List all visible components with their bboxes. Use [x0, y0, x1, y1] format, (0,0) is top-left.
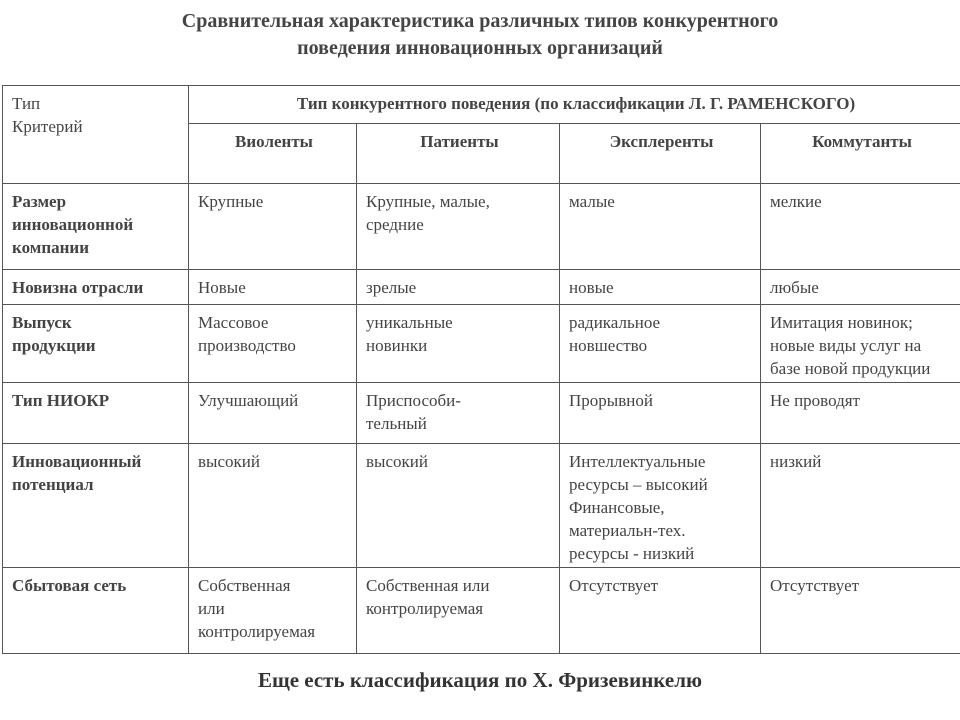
table-cell: Отсутствует — [560, 568, 761, 654]
table-cell: Приспособи- тельный — [357, 383, 560, 444]
table-row — [3, 383, 960, 444]
comparison-table — [2, 85, 960, 654]
row-header: Размер инновационной компании — [3, 184, 189, 270]
table-cell: зрелые — [357, 270, 560, 305]
corner-label-criterion: Критерий — [12, 117, 83, 136]
title-line-2: поведения инновационных организаций — [297, 37, 663, 59]
table-row — [3, 184, 960, 270]
table-cell: Прорывной — [560, 383, 761, 444]
group-header: Тип конкурентного поведения (по классификации Л. Г. РАМЕНСКОГО) — [189, 86, 960, 124]
table-cell: малые — [560, 184, 761, 270]
table-cell: Крупные, малые, средние — [357, 184, 560, 270]
row-header: Сбытовая сеть — [3, 568, 189, 654]
footer-note: Еще есть классификация по Х. Фризевинкелю — [257, 668, 703, 692]
table-cell: новые — [560, 270, 761, 305]
table-row — [3, 444, 960, 568]
table-cell: высокий — [189, 444, 357, 568]
table-cell: мелкие — [761, 184, 960, 270]
table-cell: Интеллектуальные ресурсы – высокий Финансовые, материальн-тех. ресурсы - низкий — [560, 444, 761, 568]
table-cell: Отсутствует — [761, 568, 960, 654]
table-cell: Имитация новинок; новые виды услуг на базе новой продукции — [761, 305, 960, 383]
row-header: Новизна отрасли — [3, 270, 189, 305]
table-cell: Новые — [189, 270, 357, 305]
corner-label-type: Тип — [12, 94, 41, 113]
table-cell: любые — [761, 270, 960, 305]
row-header: Тип НИОКР — [3, 383, 189, 444]
row-header: Инновационный потенциал — [3, 444, 189, 568]
column-header-commutants: Коммутанты — [761, 124, 960, 184]
table-cell: Не проводят — [761, 383, 960, 444]
column-header-explerents: Эксплеренты — [560, 124, 761, 184]
table-row — [3, 270, 960, 305]
page-title — [0, 8, 960, 62]
column-header-patients: Патиенты — [357, 124, 560, 184]
table-cell: высокий — [357, 444, 560, 568]
table-cell: Собственная или контролируемая — [189, 568, 357, 654]
column-header-violents: Виоленты — [189, 124, 357, 184]
row-header: Выпуск продукции — [3, 305, 189, 383]
title-line-1: Сравнительная характеристика различных типов конкурентного — [181, 10, 779, 32]
table-row — [3, 305, 960, 383]
table-cell: уникальные новинки — [357, 305, 560, 383]
table-cell: Улучшающий — [189, 383, 357, 444]
table-cell: низкий — [761, 444, 960, 568]
table-row — [3, 568, 960, 654]
table-cell: Крупные — [189, 184, 357, 270]
table-cell: Массовое производство — [189, 305, 357, 383]
table-cell: Собственная или контролируемая — [357, 568, 560, 654]
table-cell: радикальное новшество — [560, 305, 761, 383]
corner-header-cell — [3, 86, 189, 184]
